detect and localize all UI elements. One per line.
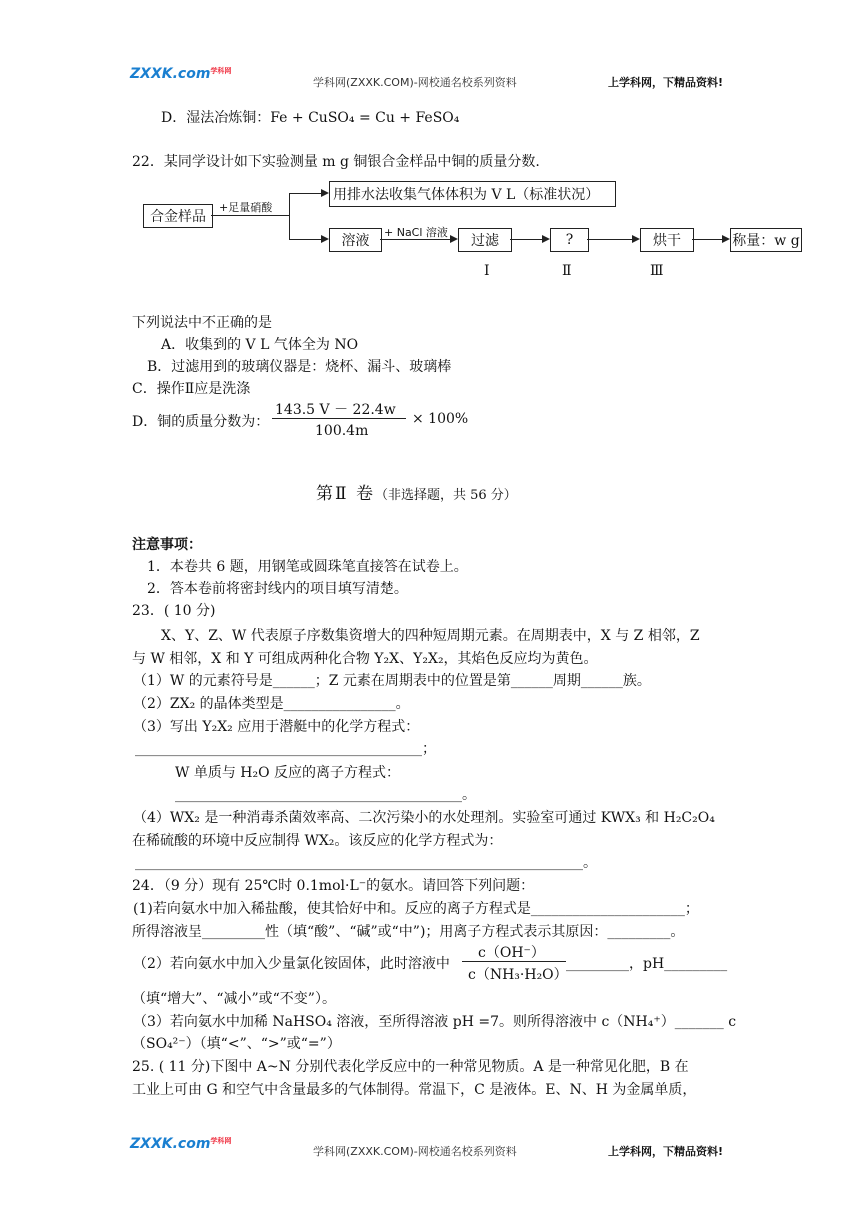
flow-unknown-box: ?	[550, 228, 589, 252]
flow-roman-3: Ⅲ	[650, 263, 664, 279]
flow-roman-1: Ⅰ	[484, 263, 490, 279]
q24-number: 24．（9 分）现有 25℃时 0.1mol·L⁻的氨水。请回答下列问题：	[132, 878, 535, 894]
flow-arrow-unknown	[542, 235, 550, 243]
flow-line-2	[510, 239, 543, 240]
flow-weigh-box: 称量：w g	[730, 228, 802, 252]
q24-sub-2-denominator: c（NH₃·H₂O）	[468, 967, 568, 983]
q23-sub-3-blank: _________________________________________；	[135, 741, 436, 757]
flow-sample-box: 合金样品	[143, 204, 213, 228]
flow-gas-box: 用排水法收集气体体积为 V L（标准状况）	[329, 181, 616, 207]
section-title: 第Ⅱ 卷（非选择题，共 56 分）	[316, 484, 517, 504]
q24-sub-2b: （填“增大”、“减小”或“不变”）。	[132, 991, 336, 1007]
notes-item-1: 1．本卷共 6 题，用钢笔或圆珠笔直接答在试卷上。	[147, 559, 468, 575]
flow-line-4	[692, 239, 723, 240]
q22-d-fraction-bar	[272, 418, 406, 419]
notes-heading: 注意事项：	[132, 537, 202, 553]
q22-option-b: B．过滤用到的玻璃仪器是：烧杯、漏斗、玻璃棒	[147, 359, 452, 375]
flow-arrow-dry	[632, 235, 640, 243]
flow-line-top	[289, 193, 321, 194]
q23-number: 23．( 10 分)	[132, 603, 216, 619]
footer-center-text: 学科网(ZXXK.COM)-网校通名校系列资料	[313, 1145, 517, 1158]
q24-sub-2-prefix: （2）若向氨水中加入少量氯化铵固体，此时溶液中	[133, 956, 450, 972]
flow-solution-box: 溶液	[329, 228, 382, 252]
flow-arrow-solution	[321, 235, 329, 243]
header-center-text: 学科网(ZXXK.COM)-网校通名校系列资料	[313, 76, 517, 89]
q23-sub-3b-blank: _________________________________________。	[175, 787, 476, 803]
flow-line-bottom	[289, 239, 321, 240]
q23-sub-3b: W 单质与 H₂O 反应的离子方程式：	[175, 765, 401, 781]
q23-sub-4a: （4）WX₂ 是一种消毒杀菌效率高、二次污染小的水处理剂。实验室可通过 KWX₃ 和 H₂C₂O₄	[133, 810, 715, 826]
footer-right-text: 上学科网，下精品资料!	[608, 1145, 724, 1158]
q24-sub-3b: （SO₄²⁻）（填“<”、“>”或“=”）	[132, 1036, 341, 1052]
q22-option-d-prefix: D．铜的质量分数为：	[132, 414, 270, 430]
q25-para-1: 25. ( 11 分)下图中 A~N 分别代表化学反应中的一种常见物质。A 是一种常见化肥，B 在	[132, 1059, 689, 1075]
q23-sub-3: （3）写出 Y₂X₂ 应用于潜艇中的化学方程式：	[133, 719, 420, 735]
q22-d-times: × 100%	[412, 411, 469, 427]
flow-branch-line	[289, 193, 290, 239]
q23-sub-2: （2）ZX₂ 的晶体类型是________________。	[133, 696, 410, 712]
header-logo: ZXXK.com$^{学科网}$	[130, 66, 232, 82]
q23-para-2: 与 W 相邻，X 和 Y 可组成两种化合物 Y₂X、Y₂X₂，其焰色反应均为黄色。	[132, 651, 598, 667]
q24-sub-3a: （3）若向氨水中加稀 NaHSO₄ 溶液，至所得溶液 pH =7。则所得溶液中 c（NH₄⁺）_______ c	[133, 1014, 737, 1030]
flow-roman-2: Ⅱ	[562, 263, 572, 279]
q22-option-c: C．操作Ⅱ应是洗涤	[132, 381, 251, 397]
flow-nacl-label: + NaCl 溶液	[384, 226, 448, 239]
flow-line-3	[587, 239, 632, 240]
q21-option-d: D．湿法冶炼铜：Fe + CuSO₄ = Cu + FeSO₄	[161, 110, 460, 126]
notes-item-2: 2．答本卷前将密封线内的项目填写清楚。	[147, 581, 408, 597]
q24-sub-2-suffix: _________，pH_________	[566, 956, 728, 972]
q23-sub-1: （1）W 的元素符号是______；Z 元素在周期表中的位置是第______周期______族。	[133, 673, 651, 689]
q23-sub-4b: 在稀硫酸的环境中反应制得 WX₂。该反应的化学方程式为：	[132, 833, 503, 849]
flow-line-main	[211, 215, 289, 216]
header-right-text: 上学科网，下精品资料!	[608, 76, 724, 89]
flow-dry-box: 烘干	[640, 228, 694, 252]
flow-arrow-weigh	[722, 235, 730, 243]
q24-sub-2-fraction-bar	[462, 961, 566, 962]
q24-sub-1a: (1)若向氨水中加入稀盐酸，使其恰好中和。反应的离子方程式是______________________；	[133, 901, 699, 917]
flow-acid-label: +足量硝酸	[219, 201, 273, 214]
q22-stem: 22．某同学设计如下实验测量 m g 铜银合金样品中铜的质量分数.	[132, 154, 540, 170]
q22-d-numerator: 143.5 V － 22.4w	[275, 402, 396, 418]
footer-logo: ZXXK.com$^{学科网}$	[130, 1136, 232, 1152]
q25-para-2: 工业上可由 G 和空气中含量最多的气体制得。常温下，C 是液体。E、N、H 为金属单质，	[132, 1082, 697, 1098]
q23-sub-4-blank: ________________________________________________________________。	[135, 855, 597, 871]
flow-arrow-filter	[450, 235, 458, 243]
q22-option-a: A．收集到的 V L 气体全为 NO	[161, 337, 359, 353]
q22-d-denominator: 100.4m	[315, 423, 369, 439]
q24-sub-1b: 所得溶液呈_________性（填“酸”、“碱”或“中”)；用离子方程式表示其原因：_________。	[132, 924, 685, 940]
flow-filter-box: 过滤	[458, 228, 512, 252]
flow-arrow-gas	[321, 189, 329, 197]
q23-para-1: X、Y、Z、W 代表原子序数集资增大的四种短周期元素。在周期表中，X 与 Z 相邻，Z	[161, 628, 700, 644]
q24-sub-2-numerator: c（OH⁻）	[478, 945, 545, 961]
q22-prompt: 下列说法中不正确的是	[132, 315, 272, 331]
